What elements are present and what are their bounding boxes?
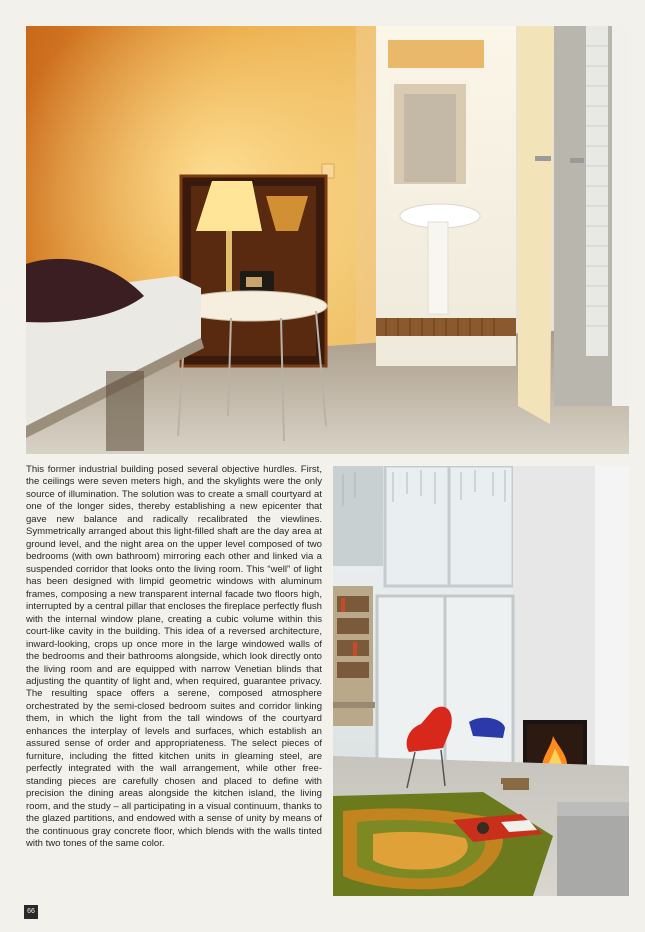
living-room-illustration [333, 466, 629, 896]
living-room-photo [333, 466, 629, 896]
article-body: This former industrial building posed several objective hurdles. First, the ceilings were seven meters high, and the skylights were the only source of illumination. The solution was to create a small courtyard at one of the longer sides, thereby establishing a new epicenter that gave new balance and radically recalibrated the viewlines. Symmetrically arranged about this light-filled shaft are the day area at ground level, and the night area on the upper level composed of two bedrooms (with own bathroom) mirroring each other and linked via a suspended corridor that looks onto the living room. This “well” of light has been designed with limpid geometric windows with aluminum frames, composing a new transparent internal facade two floors high, interrupted by a central pillar that encloses the fireplace perfectly flush with the internal window plane, creating a cubic volume within this court-like cavity in the building. This idea of a reversed architecture, inward-looking, crops up once more in the large windowed walls of the bedrooms and their bathrooms alongside, which look directly onto the living room and are equipped with narrow Venetian blinds that adjusting the quantity of light and, when required, guarantee privacy. The resulting space offers a serene, composed atmosphere orchestrated by the semi-closed bedroom suites and corridor linking them, in which the light from the tall windows of the courtyard enhances the interplay of levels and surfaces, which establish an assured sense of order and appropriateness. The select pieces of furniture, including the fitted kitchen units in gleaming steel, are perfectly integrated with the wall arrangement, while other free-standing pieces are carefully chosen and placed to define with precision the dining areas alongside the kitchen island, the living room, and the study – all participating in a visual continuum, thanks to the glazed partitions, and endowed with a sense of unity by means of the continuous gray concrete floor, which blends with the walls tinted with two tones of the same color. [26, 464, 322, 850]
page-number: 66 [24, 905, 38, 919]
bedroom-illustration [26, 26, 629, 454]
bedroom-photo [26, 26, 629, 454]
